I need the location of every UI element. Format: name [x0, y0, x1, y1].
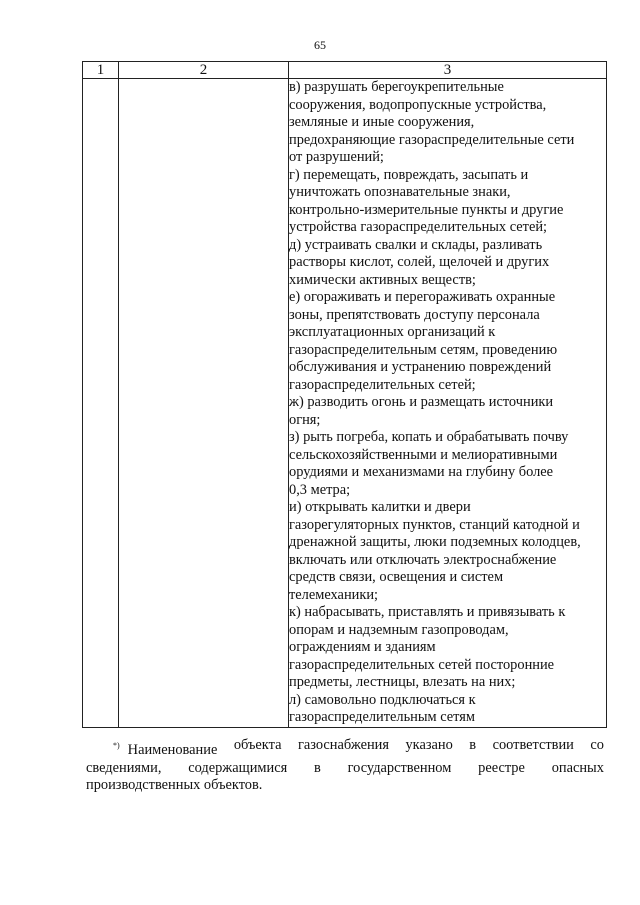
text-line: ограждениям и зданиям	[289, 639, 436, 655]
text-line: обслуживания и устранению повреждений	[289, 359, 552, 375]
text-line: растворы кислот, солей, щелочей и других	[289, 254, 550, 270]
text-line: земляные и иные сооружения,	[289, 114, 475, 130]
footnote-word: *) Наименование	[113, 741, 218, 758]
text-line: газораспределительных сетей;	[289, 376, 476, 393]
text-line: устройства газораспределительных сетей;	[289, 219, 548, 235]
text-line: дренажной защиты, люки подземных колодцев,	[289, 534, 581, 550]
text-line: от разрушений;	[289, 149, 384, 165]
text-line: сельскохозяйственными и мелиоративными	[289, 446, 558, 463]
text-line: контрольно-измерительные пункты и другие	[289, 201, 564, 218]
text-line: предохраняющие газораспределительные сети	[289, 131, 575, 148]
footnote-word: соответствии	[492, 737, 574, 753]
footnote-word: опасных	[551, 759, 604, 776]
text-line: л) самовольно подключаться к	[289, 691, 476, 708]
column-header-2: 2	[119, 62, 289, 79]
table-cell-col3	[289, 79, 607, 728]
text-line: газорегуляторных пунктов, станций катодной и	[289, 516, 580, 533]
text-line: з) рыть погреба, копать и обрабатывать почву	[289, 429, 569, 445]
text-line: г) перемещать, повреждать, засыпать и	[289, 166, 529, 183]
text-line: уничтожать опознавательные знаки,	[289, 184, 511, 200]
footnote-line-1	[86, 737, 604, 760]
column-header-3: 3	[289, 62, 607, 79]
text-line: орудиями и механизмами на глубину более	[289, 464, 554, 480]
footnote-word: реестре	[478, 759, 525, 776]
text-line: газораспределительным сетям	[289, 709, 476, 725]
text-line: к) набрасывать, приставлять и привязывать к	[289, 604, 566, 620]
footnote-word: газоснабжения	[297, 737, 389, 753]
text-line: и) открывать калитки и двери	[289, 499, 471, 515]
footnote-word: сведениями,	[86, 759, 162, 776]
text-line: е) огораживать и перегораживать охранные	[289, 289, 556, 305]
table-cell-col2	[119, 79, 289, 728]
footnote-line-2	[86, 760, 604, 778]
text-line: химически активных веществ;	[289, 271, 476, 288]
table-header-row	[83, 62, 607, 79]
footnote-word: со	[590, 737, 604, 753]
text-line: в) разрушать берегоукрепительные	[289, 79, 504, 95]
text-line: сооружения, водопропускные устройства,	[289, 96, 547, 113]
text-line: эксплуатационных организаций к	[289, 324, 496, 340]
footnote-marker: *)	[113, 741, 120, 750]
footnote-word: содержащимися	[188, 759, 288, 776]
text-line: включать или отключать электроснабжение	[289, 551, 557, 568]
document-table	[82, 61, 607, 728]
text-line: огня;	[289, 411, 321, 428]
footnote	[86, 737, 604, 795]
footnote-word: государственном	[347, 759, 452, 776]
table-cell-col1	[83, 79, 119, 728]
page-number: 65	[314, 38, 326, 52]
text-line: газораспределительных сетей посторонние	[289, 656, 555, 673]
text-line: 0,3 метра;	[289, 481, 351, 498]
footnote-word: в	[314, 759, 321, 776]
column-header-1: 1	[83, 62, 119, 79]
footnote-word: объекта	[233, 737, 282, 753]
text-line: опорам и надземным газопроводам,	[289, 621, 509, 638]
text-line: средств связи, освещения и систем	[289, 569, 504, 585]
text-line: предметы, лестницы, влезать на них;	[289, 674, 516, 690]
footnote-word: указано	[405, 737, 453, 753]
table-row	[83, 79, 607, 728]
footnote-line-3: производственных объектов.	[86, 777, 263, 793]
text-line: ж) разводить огонь и размещать источники	[289, 394, 554, 410]
text-line: д) устраивать свалки и склады, разливать	[289, 236, 543, 253]
text-line: зоны, препятствовать доступу персонала	[289, 306, 540, 323]
text-line: газораспределительным сетям, проведению	[289, 341, 558, 358]
footnote-word: в	[469, 737, 477, 753]
text-line: телемеханики;	[289, 586, 379, 603]
